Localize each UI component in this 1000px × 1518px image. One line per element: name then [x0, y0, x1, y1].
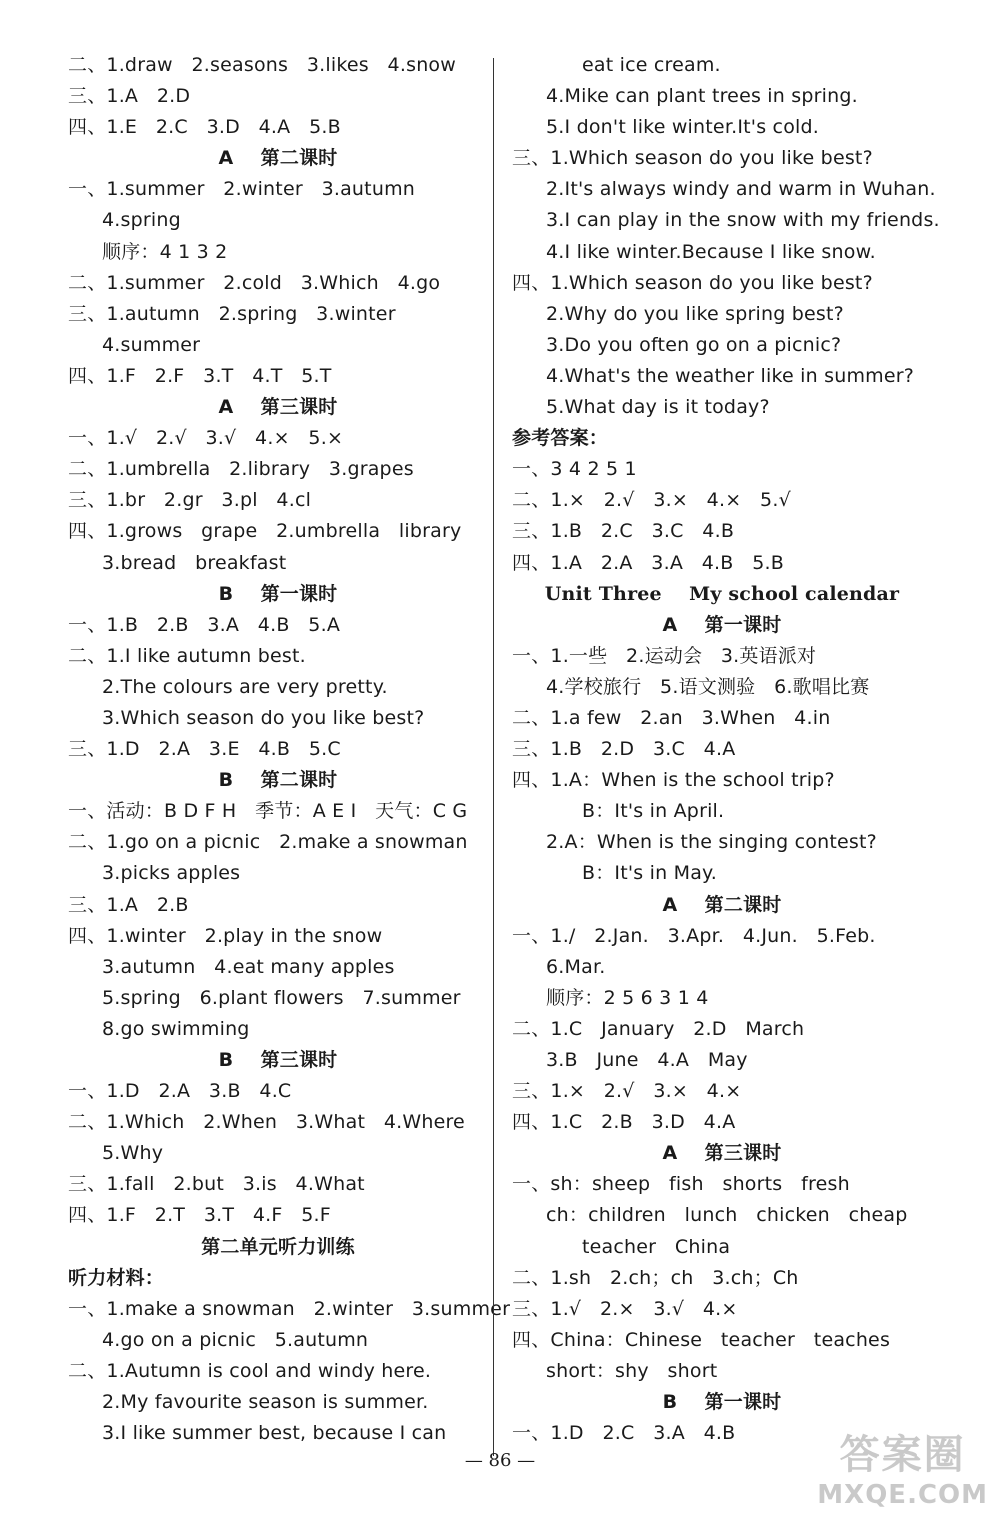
answer-line: 三、1.√ 2.× 3.√ 4.×: [512, 1297, 738, 1320]
section-heading: A 第二课时: [662, 893, 782, 916]
answer-line: 四、1.Which season do you like best?: [512, 271, 873, 294]
answer-line: 4.What's the weather like in summer?: [546, 364, 915, 387]
page-number: — 86 —: [464, 1450, 536, 1471]
answer-line: 三、1.A 2.D: [68, 85, 191, 108]
answer-line: 一、1.summer 2.winter 3.autumn: [68, 178, 416, 201]
answer-line: 5.What day is it today?: [546, 396, 770, 419]
answer-line: B：It's in April.: [582, 800, 725, 823]
answer-line: 3.B June 4.A May: [546, 1049, 748, 1071]
section-heading: A 第三课时: [662, 1142, 782, 1165]
answer-line: 一、3 4 2 5 1: [512, 458, 637, 481]
answer-line: 4.学校旅行 5.语文测验 6.歌唱比赛: [546, 675, 870, 698]
answer-line: 二、1.go on a picnic 2.make a snowman: [68, 831, 468, 854]
answer-line: 一、1.make a snowman 2.winter 3.summer: [68, 1297, 511, 1320]
answer-line: 4.go on a picnic 5.autumn: [102, 1328, 369, 1351]
answer-line: 二、1.Which 2.When 3.What 4.Where: [68, 1111, 465, 1134]
answer-line: 一、1.√ 2.√ 3.√ 4.× 5.×: [68, 427, 344, 450]
answer-line: 二、1.sh 2.ch；ch 3.ch；Ch: [512, 1266, 799, 1289]
answer-line: 二、1.summer 2.cold 3.Which 4.go: [68, 271, 441, 294]
watermark-logo: 答案圈: [839, 1432, 966, 1478]
section-heading: Unit Three My school calendar: [544, 582, 900, 605]
answer-line: 3.picks apples: [102, 862, 241, 885]
answer-line: 4.spring: [102, 209, 181, 232]
answer-line: 一、1.D 2.A 3.B 4.C: [68, 1080, 292, 1103]
answer-line: 一、活动：B D F H 季节：A E I 天气：C G: [68, 800, 468, 823]
answer-line: 二、1.Autumn is cool and windy here.: [68, 1359, 432, 1382]
answer-line: 二、1.draw 2.seasons 3.likes 4.snow: [68, 54, 456, 76]
section-heading: B 第二课时: [218, 769, 338, 792]
answer-line: short：shy short: [546, 1359, 718, 1382]
answer-line: 四、1.E 2.C 3.D 4.A 5.B: [68, 116, 341, 139]
answer-line: 四、1.winter 2.play in the snow: [68, 924, 383, 947]
watermark: [817, 1423, 988, 1510]
answer-line: eat ice cream.: [582, 54, 721, 76]
answer-line: 三、1.fall 2.but 3.is 4.What: [68, 1173, 365, 1196]
answer-line: 3.Do you often go on a picnic?: [546, 333, 842, 356]
answer-line: 三、1.B 2.D 3.C 4.A: [512, 738, 736, 761]
answer-line: 四、1.grows grape 2.umbrella library: [68, 520, 462, 543]
answer-line: 一、sh：sheep fish shorts fresh: [512, 1173, 850, 1196]
answer-line: 一、1./ 2.Jan. 3.Apr. 4.Jun. 5.Feb.: [512, 924, 876, 947]
column-divider: [493, 58, 494, 1456]
answer-line: 四、1.F 2.F 3.T 4.T 5.T: [68, 364, 332, 387]
answer-line: 三、1.× 2.√ 3.× 4.×: [512, 1080, 742, 1103]
answer-line: 三、1.Which season do you like best?: [512, 147, 873, 170]
answer-line: 二、1.I like autumn best.: [68, 644, 306, 667]
answer-line: 3.Which season do you like best?: [102, 706, 425, 729]
answer-line: 4.I like winter.Because I like snow.: [546, 240, 876, 263]
section-heading: A 第一课时: [662, 613, 782, 636]
answer-line: 2.Why do you like spring best?: [546, 302, 844, 325]
answer-line: 参考答案：: [512, 427, 609, 450]
answer-line: 8.go swimming: [102, 1017, 250, 1040]
answer-line: 顺序：2 5 6 3 1 4: [546, 986, 709, 1009]
answer-line: 3.bread breakfast: [102, 551, 287, 574]
answer-line: 二、1.a few 2.an 3.When 4.in: [512, 706, 831, 729]
answer-line: 听力材料：: [68, 1266, 165, 1289]
answer-line: 三、1.A 2.B: [68, 893, 189, 916]
answer-line: 四、1.A 2.A 3.A 4.B 5.B: [512, 551, 784, 574]
answer-line: 5.spring 6.plant flowers 7.summer: [102, 986, 461, 1009]
section-heading: B 第一课时: [218, 582, 338, 605]
answer-line: 二、1.C January 2.D March: [512, 1017, 805, 1040]
answer-line: teacher China: [582, 1235, 731, 1258]
answer-line: 4.summer: [102, 333, 201, 356]
answer-line: 二、1.umbrella 2.library 3.grapes: [68, 458, 414, 481]
left-column: [68, 50, 511, 1449]
answer-line: 二、1.× 2.√ 3.× 4.× 5.√: [512, 489, 791, 512]
answer-line: 3.autumn 4.eat many apples: [102, 955, 395, 978]
answer-line: 2.A：When is the singing contest?: [546, 831, 877, 854]
section-heading: A 第二课时: [218, 147, 338, 170]
answer-line: 三、1.br 2.gr 3.pl 4.cl: [68, 489, 312, 512]
answer-line: 四、1.F 2.T 3.T 4.F 5.F: [68, 1204, 331, 1227]
answer-line: 一、1.一些 2.运动会 3.英语派对: [512, 644, 817, 667]
section-heading: B 第一课时: [662, 1391, 782, 1414]
answer-line: 一、1.D 2.C 3.A 4.B: [512, 1422, 736, 1445]
answer-line: 顺序：4 1 3 2: [102, 240, 228, 263]
right-column: [512, 50, 940, 1449]
answer-line: 四、China：Chinese teacher teaches: [512, 1328, 891, 1351]
section-heading: B 第三课时: [218, 1049, 338, 1071]
answer-line: 3.I like summer best, because I can: [102, 1422, 447, 1445]
answer-line: ch：children lunch chicken cheap: [546, 1204, 908, 1227]
answer-line: 5.Why: [102, 1142, 164, 1165]
watermark-url: MXQE.COM: [817, 1480, 988, 1510]
section-heading: 第二单元听力训练: [201, 1235, 355, 1258]
answer-line: 三、1.autumn 2.spring 3.winter: [68, 302, 396, 325]
answer-line: 一、1.B 2.B 3.A 4.B 5.A: [68, 613, 341, 636]
answer-line: 6.Mar.: [546, 955, 606, 978]
answer-line: 四、1.A：When is the school trip?: [512, 769, 835, 792]
answer-line: 2.It's always windy and warm in Wuhan.: [546, 178, 936, 201]
answer-line: 三、1.B 2.C 3.C 4.B: [512, 520, 735, 543]
answer-line: 2.The colours are very pretty.: [102, 675, 388, 698]
answer-line: 3.I can play in the snow with my friends.: [546, 209, 940, 232]
answer-line: 4.Mike can plant trees in spring.: [546, 85, 858, 108]
answer-line: 三、1.D 2.A 3.E 4.B 5.C: [68, 738, 341, 761]
answer-line: 2.My favourite season is summer.: [102, 1391, 429, 1414]
answer-line: 四、1.C 2.B 3.D 4.A: [512, 1111, 736, 1134]
answer-line: B：It's in May.: [582, 862, 718, 885]
section-heading: A 第三课时: [218, 396, 338, 419]
answer-line: 5.I don't like winter.It's cold.: [546, 116, 819, 139]
